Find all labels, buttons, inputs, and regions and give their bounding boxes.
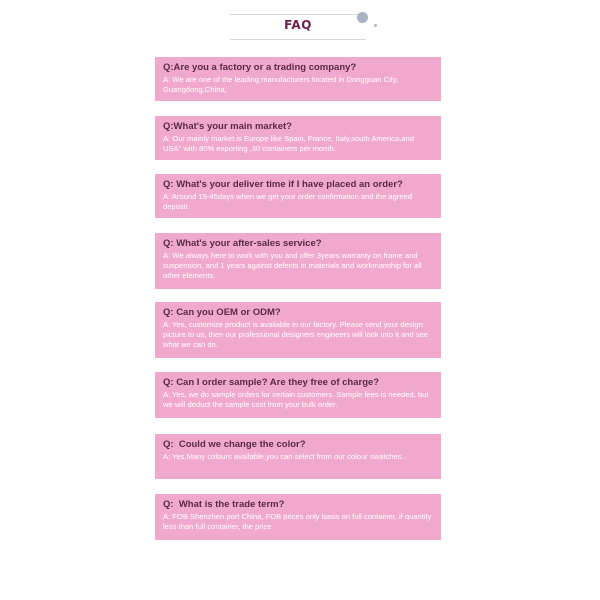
faq-item-after-sales xyxy=(155,233,441,289)
faq-header xyxy=(230,14,366,40)
faq-item-color xyxy=(155,434,441,479)
page-title: FAQ xyxy=(284,18,312,32)
decorative-dot-large xyxy=(357,12,368,23)
faq-answer: A: Yes, we do sample orders for certain customers. Sample fees is needed, but we will deduct the sample cost from your bulk order. xyxy=(163,390,429,409)
faq-question: Q: Could we change the color? xyxy=(163,439,306,450)
decorative-dot-small xyxy=(374,24,377,27)
faq-question: Q:What's your main market? xyxy=(163,121,292,132)
faq-question: Q: What's your after-sales service? xyxy=(163,238,322,249)
faq-item-delivery xyxy=(155,174,441,218)
faq-question: Q: What is the trade term? xyxy=(163,499,285,510)
faq-question: Q:Are you a factory or a trading company? xyxy=(163,62,357,73)
faq-answer: A: FOB Shenzhen port China, FOB prices only basis on full container, if quantity less than full container, the price xyxy=(163,512,432,531)
faq-answer: A: Yes, customize product is available in our factory. Please send your design picture to us, then our professional designers engineers will look into it and see what we can do. xyxy=(163,320,429,349)
faq-item-oem-odm xyxy=(155,302,441,358)
header-divider-top xyxy=(230,14,366,15)
header-divider-bottom xyxy=(230,39,366,40)
faq-item-market xyxy=(155,116,441,160)
faq-item-factory xyxy=(155,57,441,101)
faq-answer: A: We are one of the leading manufacturers located in Dongguan City, Guangdong,China, xyxy=(163,75,399,94)
faq-answer: A: Around 15-45days when we get your order confirmation and the agreed deposit. xyxy=(163,192,413,211)
faq-item-sample xyxy=(155,372,441,418)
faq-question: Q: Can you OEM or ODM? xyxy=(163,307,281,318)
faq-answer: A: Yes,Many colours available,you can select from our colour swatches.. xyxy=(163,452,406,461)
faq-question: Q: What's your deliver time if I have placed an order? xyxy=(163,179,403,190)
faq-answer: A: Our mainly market is Europe like Spain, France, Italy,south America,and USA" with 80% exporting ,30 containers per month. xyxy=(163,134,414,153)
faq-answer: A: We always here to work with you and offer 3years warranty on frame and suspension, and 1 years against defects in materials and workmanship for all other elements. xyxy=(163,251,422,280)
faq-item-trade-term xyxy=(155,494,441,540)
faq-question: Q: Can I order sample? Are they free of charge? xyxy=(163,377,380,388)
